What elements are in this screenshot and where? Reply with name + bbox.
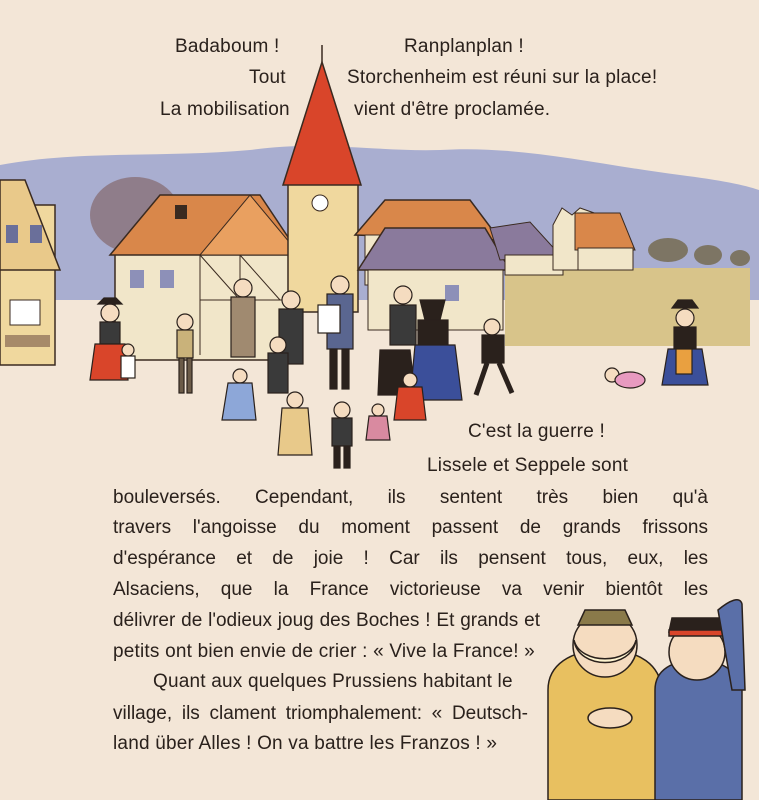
header-storchenheim: Storchenheim est réuni sur la place! [347, 67, 658, 88]
header-ranplanplan: Ranplanplan ! [404, 36, 524, 57]
body-line-8: petits ont bien envie de crier : « Vive la France! » [113, 641, 535, 662]
field [505, 268, 750, 346]
header-proclamee: vient d'être proclamée. [354, 99, 551, 120]
body-line-6: Alsaciens, que la France victorieuse va venir bientôt les [113, 579, 708, 600]
tree [730, 250, 750, 266]
body-line-10: village, ils clament triomphalement: « Deutsch- [113, 703, 528, 724]
body-line-4: travers l'angoisse du moment passent de grands frissons [113, 517, 708, 538]
purple-roof [358, 228, 510, 270]
tree [648, 238, 688, 262]
church-steeple [283, 62, 361, 185]
body-line-3: bouleversés. Cependant, ils sentent très bien qu'à [113, 487, 708, 508]
body-line-5: d'espérance et de joie ! Car ils pensent tous, eux, les [113, 548, 708, 569]
body-line-7: délivrer de l'odieux joug des Boches ! Et grands et [113, 610, 540, 631]
tree [694, 245, 722, 265]
two-men-illustration [548, 600, 745, 800]
body-line-2: Lissele et Seppele sont [427, 455, 629, 476]
clock [312, 195, 328, 211]
header-badaboum: Badaboum ! [175, 36, 280, 57]
body-line-11: land über Alles ! On va battre les Franzos ! » [113, 733, 498, 754]
body-line-9: Quant aux quelques Prussiens habitant le [153, 671, 513, 692]
header-mobilisation: La mobilisation [160, 99, 290, 120]
header-tout: Tout [249, 67, 286, 88]
body-line-1: C'est la guerre ! [468, 421, 605, 442]
